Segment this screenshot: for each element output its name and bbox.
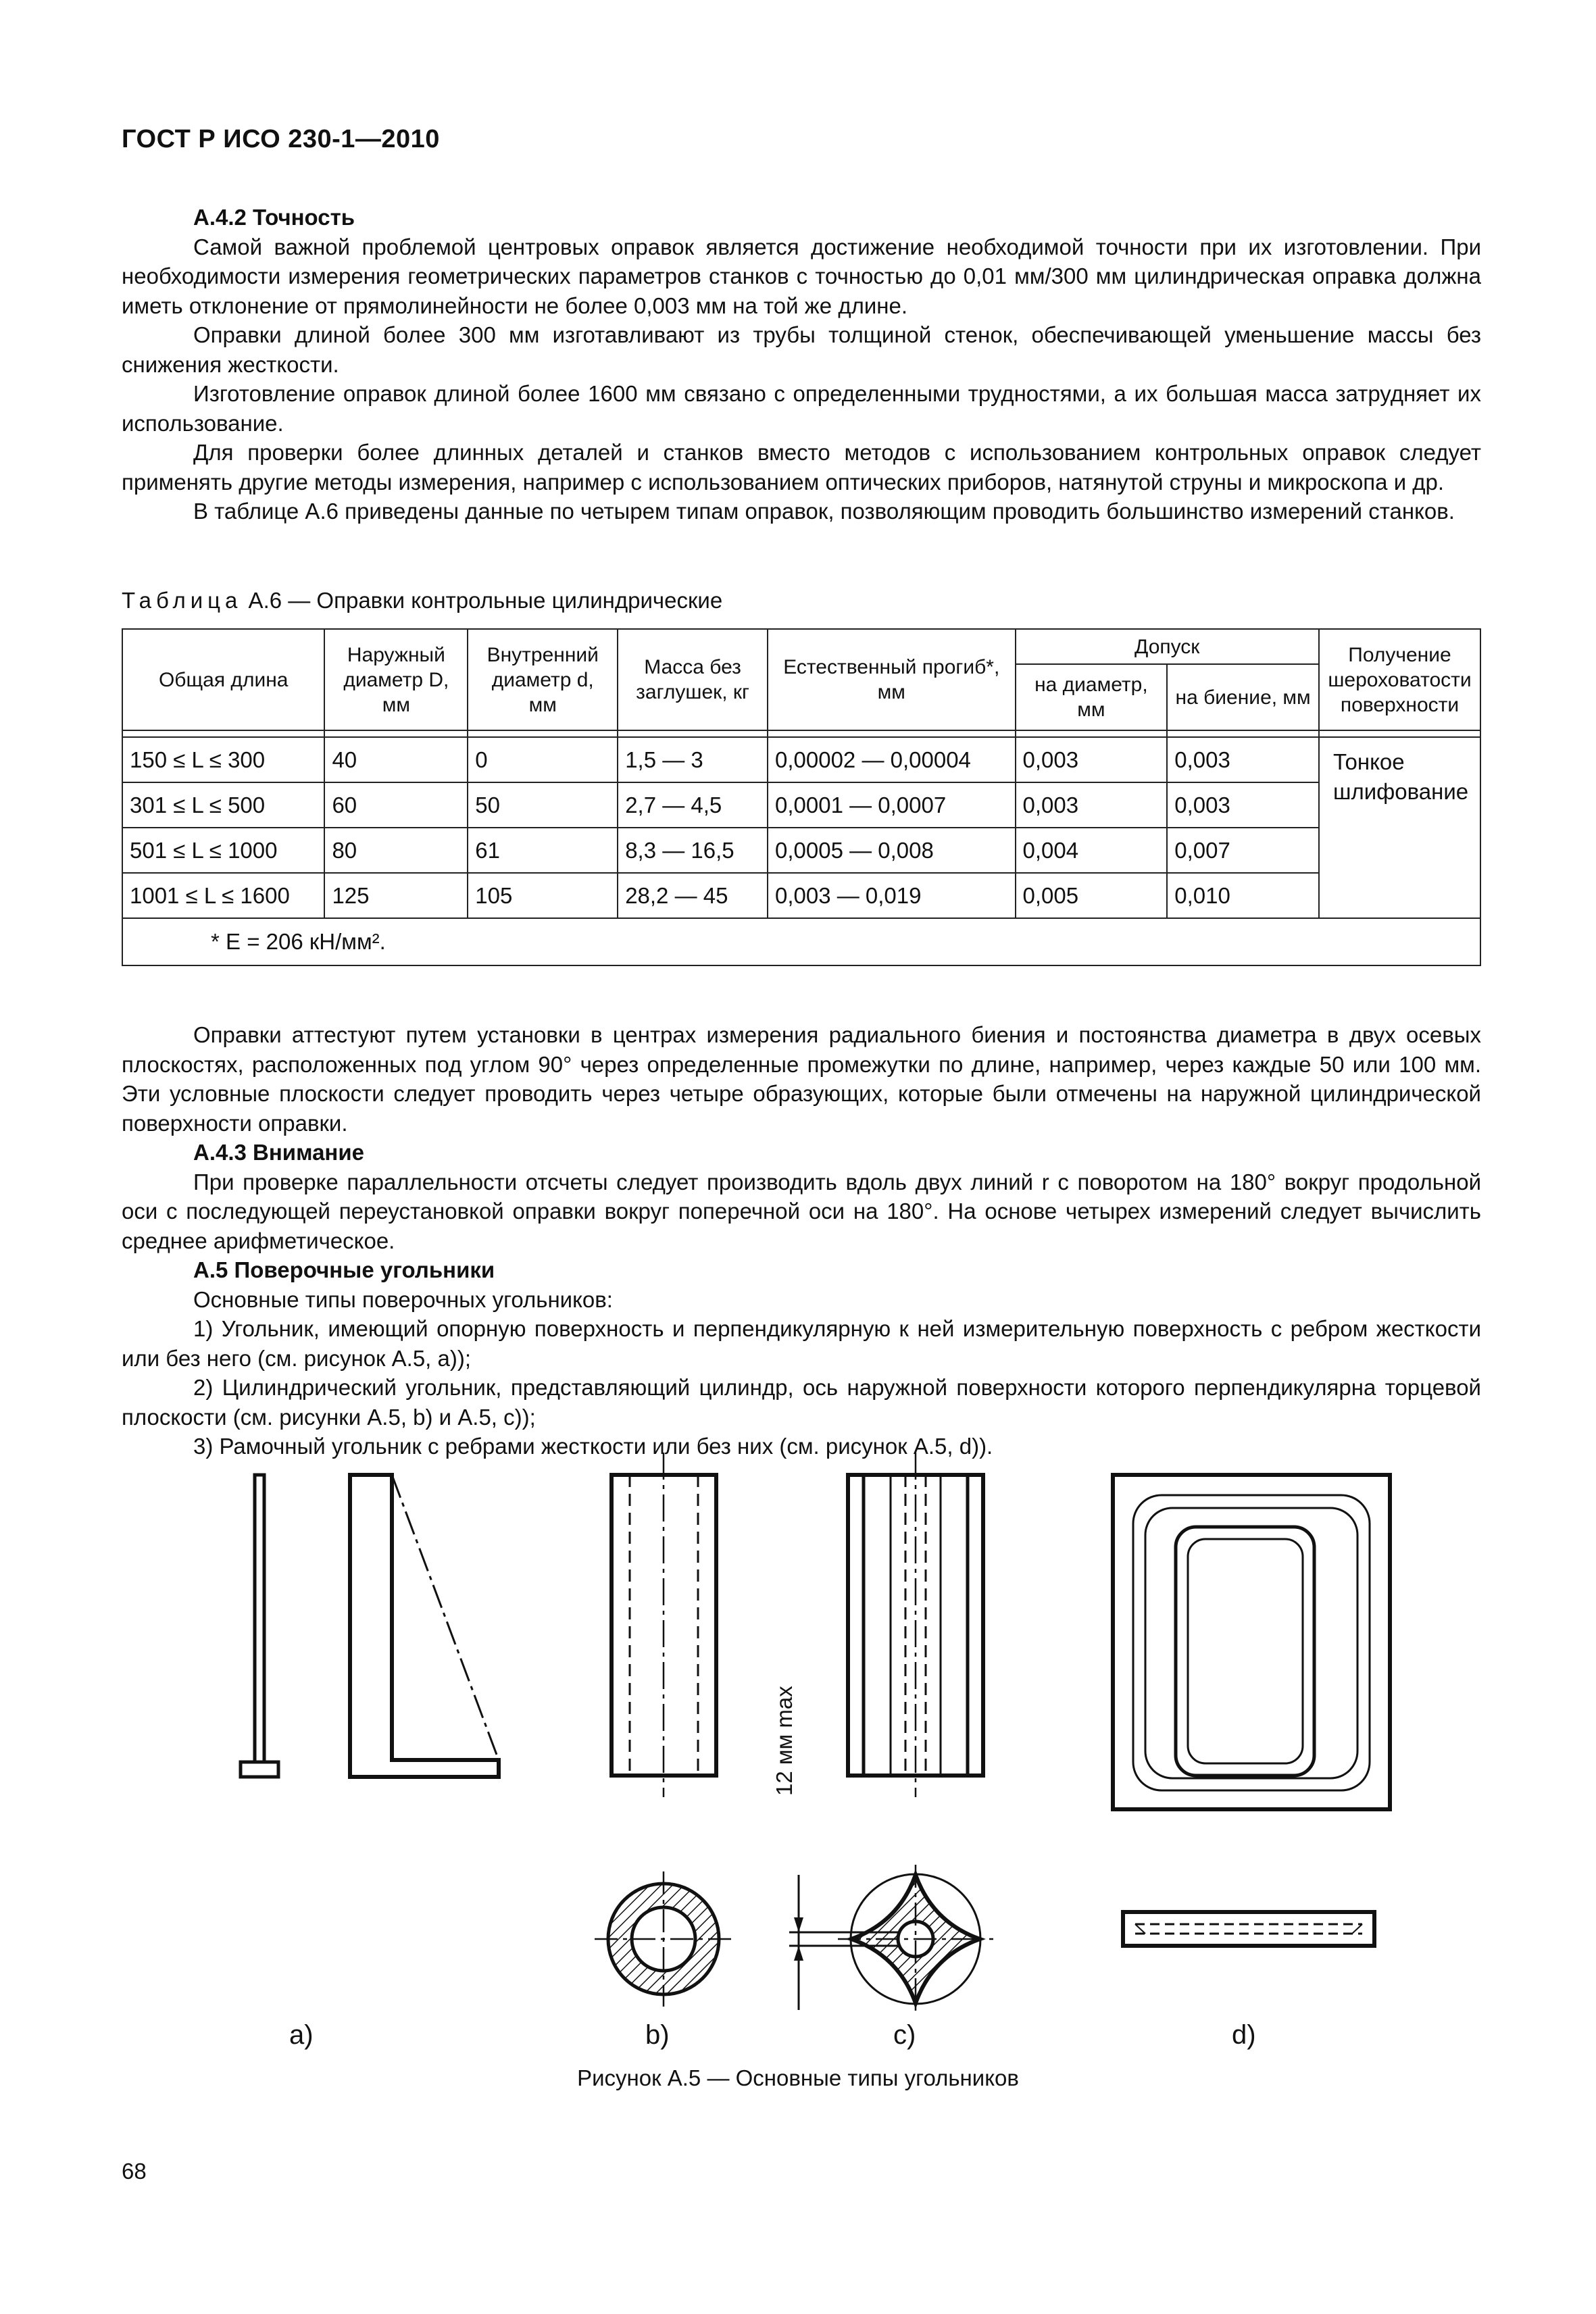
document-header: ГОСТ Р ИСО 230-1—2010 — [122, 125, 440, 153]
paragraph: 2) Цилиндрический угольник, представляющий цилиндр, ось наружной поверхности которого перпендикулярна торцевой плоскости (см. рисунки А.5, b) и А.5, c)); — [122, 1375, 1481, 1430]
col-header-outer: Наружный диаметр D, мм — [324, 629, 468, 730]
figure-label-c: c) — [893, 2020, 916, 2050]
cell-mass: 8,3 — 16,5 — [618, 828, 768, 873]
paragraph: В таблице А.6 приведены данные по четырем типам оправок, позволяющим проводить большинство измерений станков. — [193, 499, 1455, 524]
paragraph: Оправки аттестуют путем установки в центрах измерения радиального биения и постоянства диаметра в двух осевых плоскостях, расположенных под углом 90° через определенные промежутки по длине, например, через каждые 50 или 100 мм. Эти условные плоскости следует проводить через четыре образующих, которые были отмечены на наружной цилиндрической поверхности оправки. — [122, 1022, 1481, 1136]
cell-deflection: 0,0005 — 0,008 — [768, 828, 1016, 873]
section-title: А.4.2 Точность — [193, 205, 355, 230]
cell-outer: 125 — [324, 873, 468, 918]
paragraph: Оправки длиной более 300 мм изготавливают из трубы толщиной стенок, обеспечивающей уменьшение массы без снижения жесткости. — [122, 322, 1481, 377]
cell-length: 301 ≤ L ≤ 500 — [122, 782, 324, 828]
figure-label-a: а) — [289, 2020, 314, 2050]
figure-caption: Рисунок А.5 — Основные типы угольников — [577, 2065, 1019, 2090]
cell-tol-runout: 0,003 — [1167, 737, 1319, 782]
figure-label-b: b) — [645, 2020, 670, 2050]
col-header-inner: Внутренний диаметр d, мм — [468, 629, 618, 730]
paragraph: При проверке параллельности отсчеты следует производить вдоль двух линий r с поворотом на 180° вокруг продольной оси с последующей переустановкой оправки вокруг поперечной оси на 180°. На основе четырех измерений следует вычислить среднее арифметическое. — [122, 1169, 1481, 1253]
table-footnote: * E = 206 кН/мм². — [122, 918, 1480, 965]
cylinder-square-side-view — [612, 1453, 716, 1797]
col-header-tolerance: Допуск — [1016, 629, 1319, 664]
table-caption-word: Таблица — [122, 588, 243, 613]
cell-length: 1001 ≤ L ≤ 1600 — [122, 873, 324, 918]
grooved-cylinder-section — [789, 1865, 993, 2013]
cell-tol-runout: 0,003 — [1167, 782, 1319, 828]
dimension-label: 12 мм max — [772, 1686, 797, 1796]
cell-roughness: Тонкое шлифование — [1319, 737, 1480, 918]
cell-tol-diameter: 0,003 — [1016, 782, 1168, 828]
section-title: А.5 Поверочные угольники — [193, 1257, 495, 1282]
cell-mass: 2,7 — 4,5 — [618, 782, 768, 828]
section-title: А.4.3 Внимание — [193, 1140, 364, 1165]
figure-label-d: d) — [1232, 2020, 1256, 2050]
cell-deflection: 0,003 — 0,019 — [768, 873, 1016, 918]
cell-outer: 80 — [324, 828, 468, 873]
cell-deflection: 0,0001 — 0,0007 — [768, 782, 1016, 828]
col-header-length: Общая длина — [122, 629, 324, 730]
cell-outer: 40 — [324, 737, 468, 782]
flat-square-side-view — [241, 1475, 278, 1777]
cell-mass: 1,5 — 3 — [618, 737, 768, 782]
cell-outer: 60 — [324, 782, 468, 828]
cell-tol-diameter: 0,004 — [1016, 828, 1168, 873]
frame-square-top-view — [1123, 1912, 1374, 1946]
cell-inner: 105 — [468, 873, 618, 918]
page-number: 68 — [122, 2159, 147, 2184]
paragraph: 3) Рамочный угольник с ребрами жесткости или без них (см. рисунок А.5, d)). — [193, 1434, 993, 1459]
col-header-tol-runout: на биение, мм — [1167, 664, 1319, 730]
paragraph: Изготовление оправок длиной более 1600 мм связано с определенными трудностями, а их большая масса затрудняет их использование. — [122, 381, 1481, 436]
cell-tol-runout: 0,007 — [1167, 828, 1319, 873]
cell-mass: 28,2 — 45 — [618, 873, 768, 918]
cylinder-square-section — [595, 1871, 732, 2007]
ribbed-square-drawing — [350, 1475, 499, 1777]
cell-inner: 61 — [468, 828, 618, 873]
table-caption-text: А.6 — Оправки контрольные цилиндрические — [242, 588, 723, 613]
cell-tol-runout: 0,010 — [1167, 873, 1319, 918]
paragraph: 1) Угольник, имеющий опорную поверхность и перпендикулярную к ней измерительную поверхность с ребром жесткости или без него (см. рисунок А.5, а)); — [122, 1316, 1481, 1371]
paragraph: Основные типы поверочных угольников: — [193, 1286, 613, 1312]
cell-inner: 50 — [468, 782, 618, 828]
paragraph: Для проверки более длинных деталей и станков вместо методов с использованием контрольных оправок следует применять другие методы измерения, например с использованием оптических приборов, натянутой струны и микроскопа и др. — [122, 440, 1481, 495]
cell-tol-diameter: 0,005 — [1016, 873, 1168, 918]
col-header-tol-diameter: на диаметр, мм — [1016, 664, 1168, 730]
cell-length: 150 ≤ L ≤ 300 — [122, 737, 324, 782]
col-header-roughness: Получение шероховатости поверхности — [1319, 629, 1480, 730]
frame-square-front-view — [1113, 1475, 1390, 1809]
col-header-mass: Масса без заглушек, кг — [618, 629, 768, 730]
grooved-cylinder-side-view — [848, 1453, 983, 1797]
cell-tol-diameter: 0,003 — [1016, 737, 1168, 782]
col-header-deflection: Естественный прогиб*, мм — [768, 629, 1016, 730]
cell-deflection: 0,00002 — 0,00004 — [768, 737, 1016, 782]
cell-length: 501 ≤ L ≤ 1000 — [122, 828, 324, 873]
paragraph: Самой важной проблемой центровых оправок является достижение необходимой точности при их изготовлении. При необходимости измерения геометрических параметров станков с точностью до 0,01 мм/300 мм цилиндрическая оправка должна иметь отклонение от прямолинейности не более 0,003 мм на той же длине. — [122, 234, 1481, 318]
cell-inner: 0 — [468, 737, 618, 782]
